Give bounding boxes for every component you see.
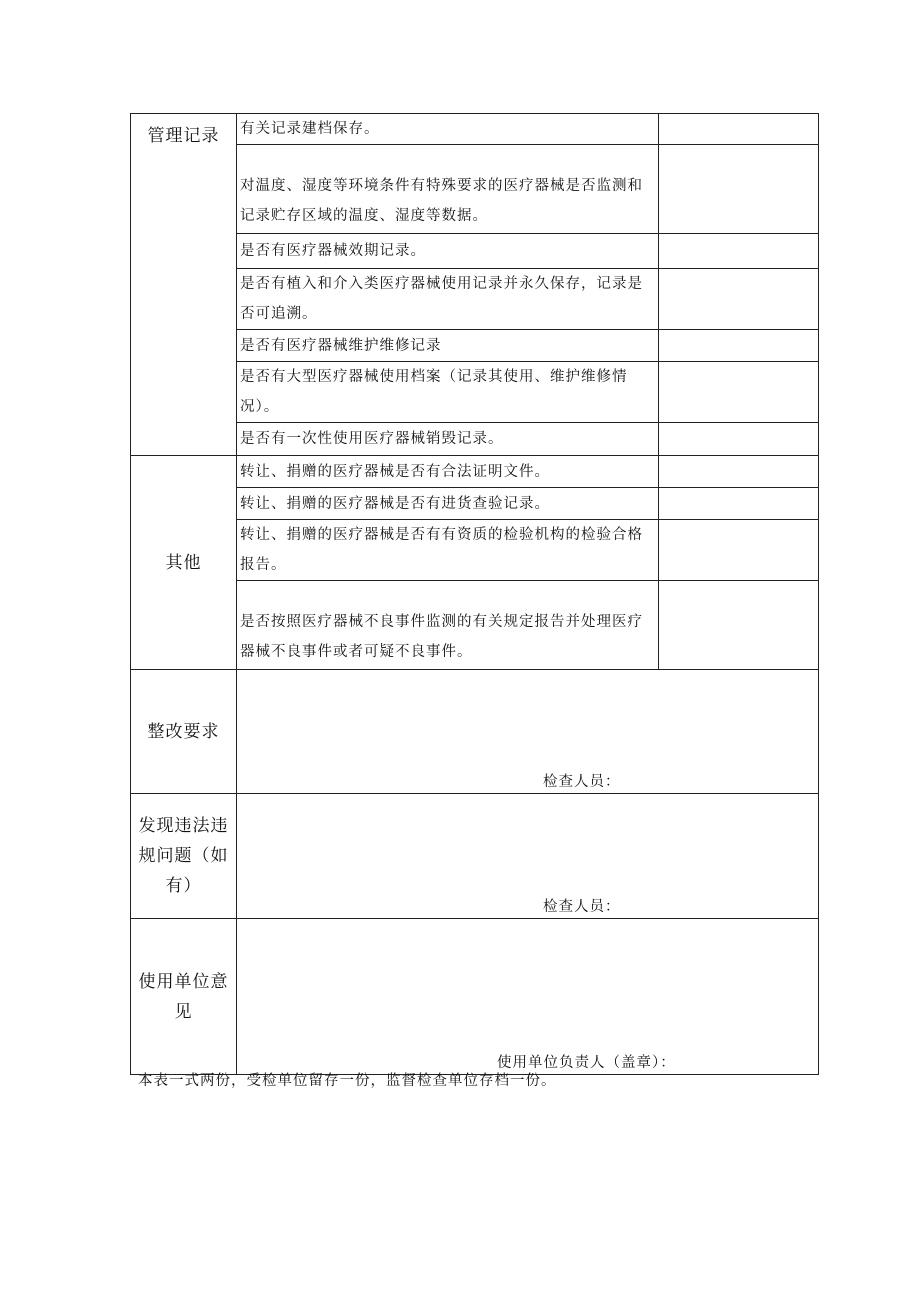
result-cell[interactable]	[659, 114, 819, 145]
violations-field[interactable]	[237, 794, 819, 919]
category-unit-opinion: 使用单位意见	[131, 919, 237, 1075]
result-cell[interactable]	[659, 423, 819, 456]
check-item: 对温度、湿度等环境条件有特殊要求的医疗器械是否监测和记录贮存区域的温度、湿度等数据。	[237, 145, 659, 234]
result-cell[interactable]	[659, 488, 819, 520]
result-cell[interactable]	[659, 456, 819, 488]
check-item: 是否有大型医疗器械使用档案（记录其使用、维护维修情况）。	[237, 362, 659, 423]
check-item: 转让、捐赠的医疗器械是否有合法证明文件。	[237, 456, 659, 488]
category-rectification: 整改要求	[131, 670, 237, 794]
table-row	[131, 114, 819, 145]
category-other: 其他	[131, 456, 237, 670]
result-cell[interactable]	[659, 145, 819, 234]
check-item: 有关记录建档保存。	[237, 114, 659, 145]
result-cell[interactable]	[659, 330, 819, 362]
result-cell[interactable]	[659, 269, 819, 330]
check-item: 转让、捐赠的医疗器械是否有进货查验记录。	[237, 488, 659, 520]
category-management-records: 管理记录	[131, 114, 237, 456]
check-item: 是否有一次性使用医疗器械销毁记录。	[237, 423, 659, 456]
result-cell[interactable]	[659, 234, 819, 269]
table-row	[131, 456, 819, 488]
check-item: 转让、捐赠的医疗器械是否有有资质的检验机构的检验合格报告。	[237, 520, 659, 581]
table-row	[131, 794, 819, 919]
rectification-field[interactable]	[237, 670, 819, 794]
result-cell[interactable]	[659, 581, 819, 670]
check-item: 是否有医疗器械维护维修记录	[237, 330, 659, 362]
check-item: 是否有植入和介入类医疗器械使用记录并永久保存，记录是否可追溯。	[237, 269, 659, 330]
table-row	[131, 919, 819, 1075]
table-row	[131, 670, 819, 794]
inspector-signature-label: 检查人员：	[543, 899, 621, 915]
unit-opinion-field[interactable]	[237, 919, 819, 1075]
inspection-form-table	[130, 113, 819, 1075]
inspector-signature-label: 检查人员：	[543, 774, 621, 790]
check-item: 是否按照医疗器械不良事件监测的有关规定报告并处理医疗器械不良事件或者可疑不良事件。	[237, 581, 659, 670]
check-item: 是否有医疗器械效期记录。	[237, 234, 659, 269]
footnote: 本表一式两份，受检单位留存一份，监督检查单位存档一份。	[138, 1073, 557, 1089]
result-cell[interactable]	[659, 362, 819, 423]
result-cell[interactable]	[659, 520, 819, 581]
category-violations: 发现违法违规问题（如有）	[131, 794, 237, 919]
unit-head-signature-label: 使用单位负责人（盖章）：	[497, 1055, 676, 1071]
